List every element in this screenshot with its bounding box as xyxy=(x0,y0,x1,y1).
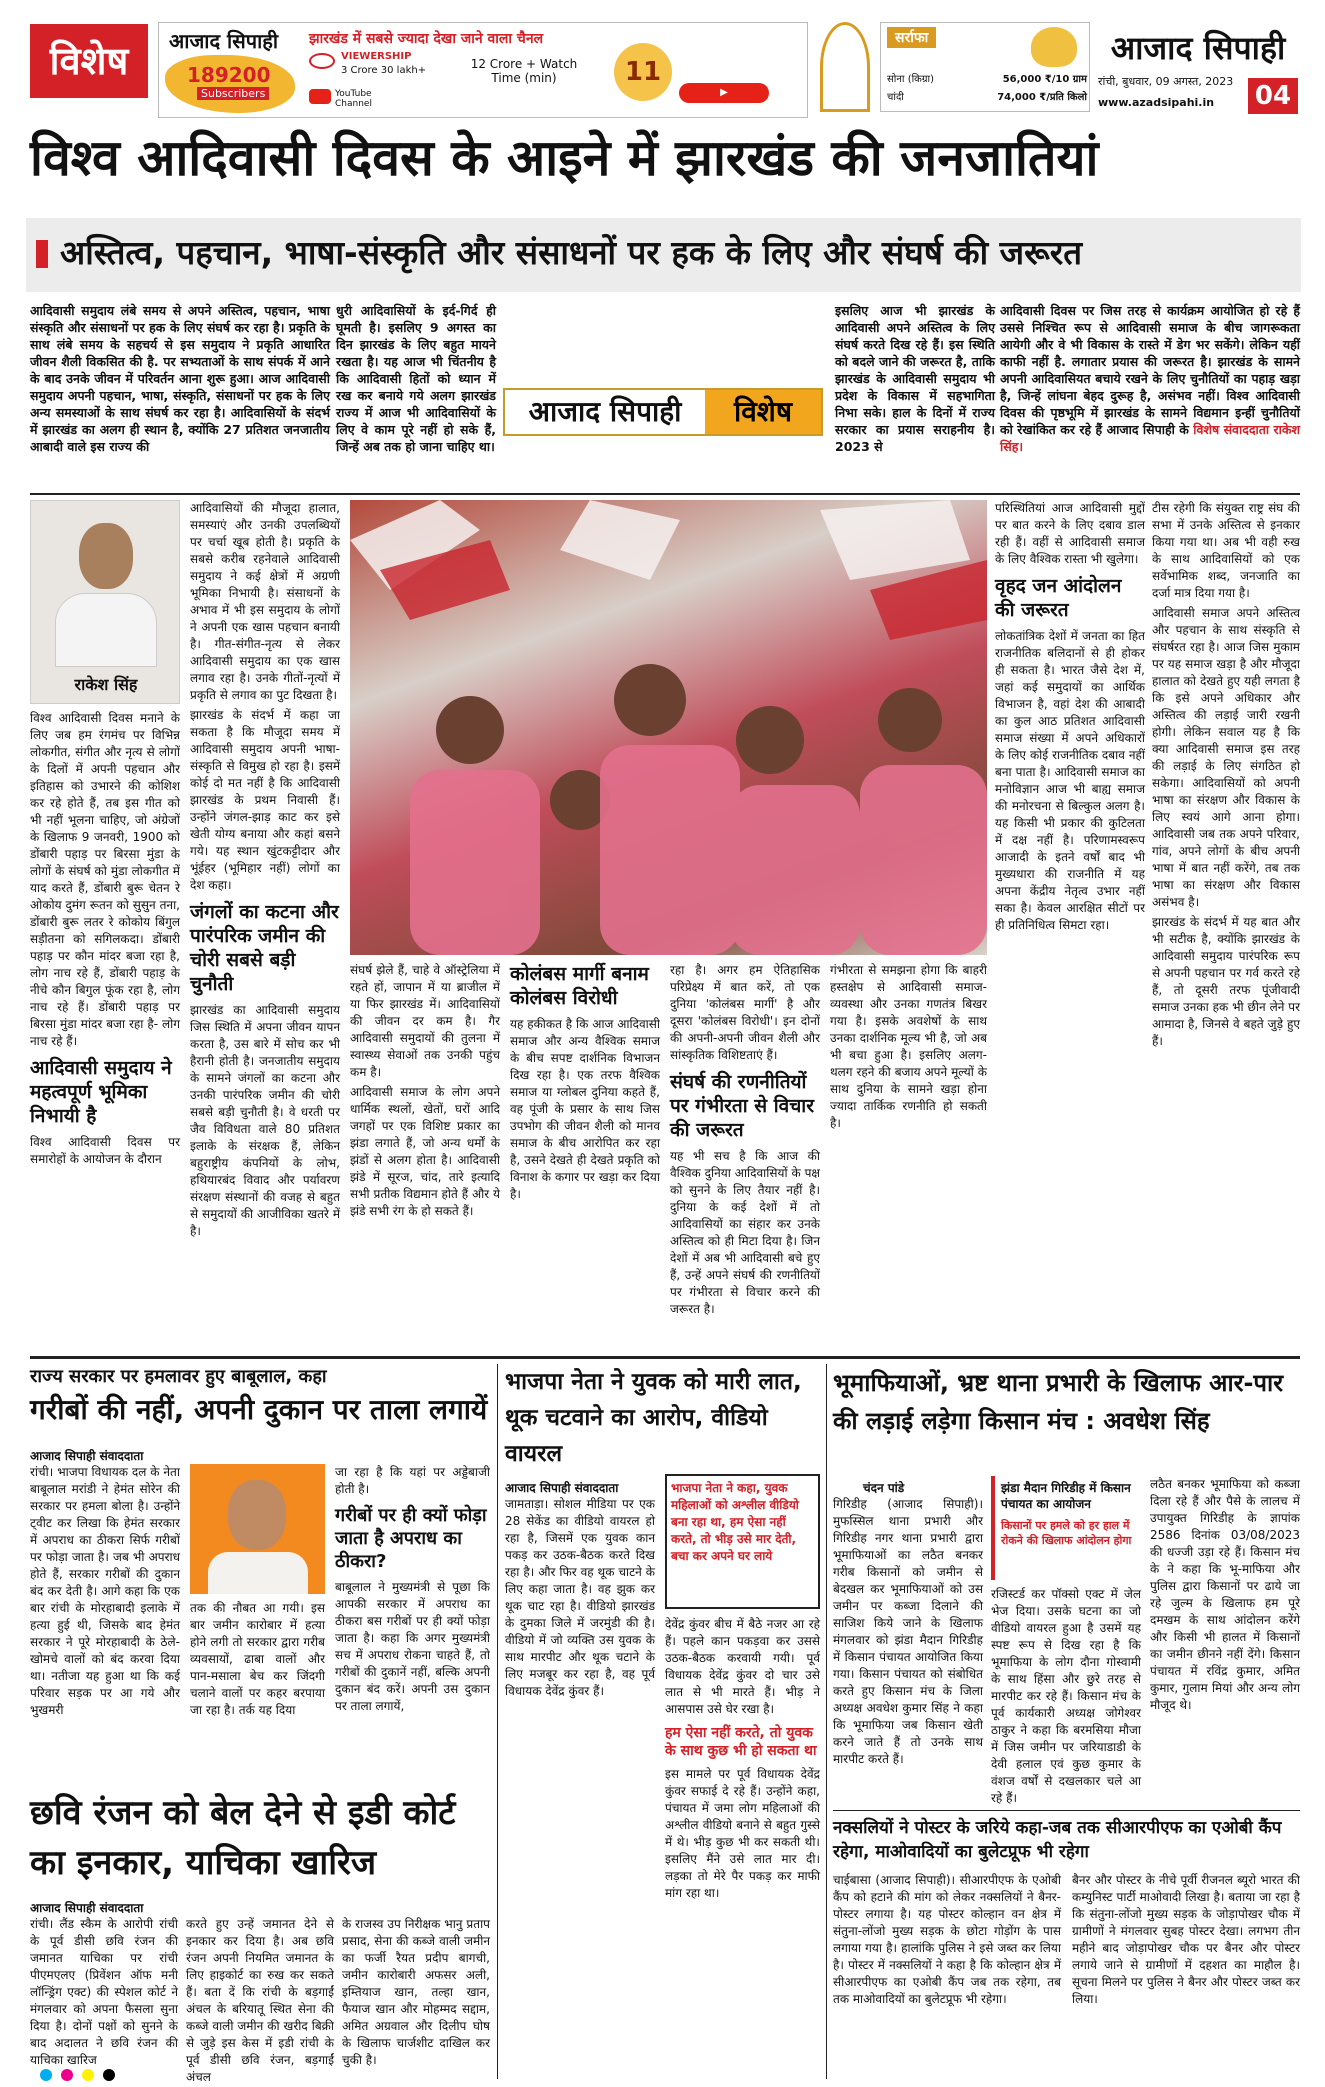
lead-intro-2: धुरी आदिवासियों के इर्द-गिर्द ही घूमती है। इसलिए 9 अगस्त का दिन झारखंड के लिए बहुत मायने रखता है। यह आज भी चिंतनीय है कि आदिवासी हितों को ध्यान में रख कर बनाये गये अलग झारखंड राज्य में आज भी आदिवासियों के लिए वे काम पूरे नहीं हो सके हैं, जिन्हें अब तक हो जाना चाहिए था। xyxy=(336,303,496,454)
youtube-icon xyxy=(309,89,331,104)
section-rule xyxy=(30,1356,1300,1359)
subscribers-label: Subscribers xyxy=(197,87,269,100)
author-caption: राकेश सिंह xyxy=(74,675,138,694)
col-a: विश्व आदिवासी दिवस मनाने के लिए जब हम रंगमंच पर विभिन्न लोकगीत, संगीत और नृत्य से लोगों के दिलों में अपनी पहचान और इतिहास को उभारने की कोशिश कर रहे होते हैं, तब इस गीत को भी नहीं भूलना चाहिए, जो अंग्रेजों के खिलाफ 9 जनवरी, 1900 को डोंबारी पहाड़ पर बिरसा मुंडा के लोगों के संघर्ष को मुंडा लोकगीत में याद करते हैं, डोंबारी बुरू चेतन रे ओकोय दुमंग रूतन को सुसुन तना, डोंबारी बुरू लतर रे कोकोय बिंगुल सड़ीतना को सगिलकदा। डोंबारी पहाड़ पर कौन मांदर बजा रहा है, लोग नाच रहे हैं, डोंबारी पहाड़ के नीचे कौन बिगुल फूंक रहा है, लोग नाच रहे हैं। डोंबारी पहाड़ पर बिरसा मुंडा मांदर बजा रहा है- लोग नाच रहे हैं। आदिवासी समुदाय ने महत्वपूर्ण भूमिका निभायी है विश्व आदिवासी दिवस पर समारोहों के आयोजन के दौरान xyxy=(30,711,180,1166)
intro4-text: आदिवासी दिवस पर जिस तरह से कार्यक्रम आयोजित हो रहे हैं उससे निश्चित रूप से आदिवासी समाज के बीच जागरूकता आयेगी और वे भी विकास के रास्ते में डेग भर सकेंगे। लेकिन यहीं काफी नहीं है. लगातार प्रयास की जरूरत है। झारखंड के सामने अपनी आदिवासियत बचाये रखने के लिए चुनौतियों का पहाड़ खड़ा है, जिन्हें लांघना बेहद दुरूह है, असंभव नहीं। विश्व आदिवासी दिवस की पृष्ठभूमि में झारखंड के सामने विद्यमान इन्हीं चुनौतियों को रेखांकित कर रहे हैं आजाद सिपाही के xyxy=(1000,303,1300,437)
col-e: परिस्थितियां आज आदिवासी मुद्दों पर बात करने के लिए दबाव डाल रही हैं। वहीं से आदिवासी समाज के लिए वैश्विक रास्ता भी खुलेगा। वृहद जन आंदोलन की जरूरत लोकतांत्रिक देशों में जनता का हित राजनीतिक बलिदानों से ही होकर ही सकता है। भारत जैसे देश में, जहां कई समुदायों का आर्थिक विभाजन है, वहां देश की आबादी का कुल आठ प्रतिशत आदिवासी समाज संख्या में अपने अधिकारों के लिए कोई राजनीतिक दबाव नहीं बना पाता है। आदिवासी समाज का मनोविज्ञान आज भी बाह्य समाज की मनोरचना से बिल्कुल अलग है। यह किसी भी प्रकार की कुटिलता में दक्ष नहीं है। परिणामस्वरूप आजादी के इतने वर्षों बाद भी मुख्यधारा की राजनीति में यह अपना केंद्रीय नेतृत्व उभार नहीं सका है। केवल आरक्षित सीटों पर ही प्रतिनिधित्व सिमटा रहा। xyxy=(995,501,1145,932)
lead-intro-3: इसलिए आज भी झारखंड के आदिवासी अपने अस्तित्व के लिए संघर्ष करते दिख रहे हैं। इस स्थिति को बदले जाने की जरूरत है, ताकि झारखंड के आदिवासी समुदाय भी प्रदेश के विकास में सहभागिता निभा सके। हाल के दिनों में राज्य सरकार का प्रयास सराहनीय है। 2023 से xyxy=(835,303,995,454)
vrule-1 xyxy=(497,1364,498,2079)
story4-byline: चंदन पांडे xyxy=(863,1481,905,1495)
sub-d: संघर्ष की रणनीतियों पर गंभीरता से विचार की जरूरत xyxy=(670,1071,814,1141)
deck-marker xyxy=(36,240,48,268)
subscribers-count: 189200 xyxy=(187,63,271,87)
lead-headline: विश्व आदिवासी दिवस के आइने में झारखंड की जनजातियां xyxy=(30,129,1099,187)
reg-mark-black xyxy=(103,2069,115,2081)
viewership-label: VIEWERSHIP xyxy=(341,51,412,62)
col-d: रहा है। अगर हम ऐतिहासिक परिप्रेक्ष्य में बात करें, तो एक दुनिया 'कोलंबस मार्गी' है और दूसरा 'कोलंबस विरोधी'। इन दोनों की अपनी-अपनी जीवन शैली और सांस्कृतिक विशिष्टताएं हैं। संघर्ष की रणनीतियों पर गंभीरता से विचार की जरूरत यह भी सच है कि आज की वैश्विक दुनिया आदिवासियों के पक्ष को सुनने के लिए तैयार नहीं है। दुनिया के कई देशों में तो आदिवासियों का संहार कर उनके अस्तित्व को ही मिटा दिया है। जिन देशों में अब भी आदिवासी बचे हुए हैं, उन्हें अपने संघर्ष की रणनीतियों पर गंभीरता से विचार करने की जरूरत है। xyxy=(670,963,820,1316)
sarafa-row-silver xyxy=(887,89,1087,103)
lead-deck-box xyxy=(26,218,1301,292)
lead-deck: अस्तित्व, पहचान, भाषा-संस्कृति और संसाधनों पर हक के लिए और संघर्ष की जरूरत xyxy=(60,233,1083,272)
story2-col2: करते हुए उन्हें जमानत देने से इनकार कर दिया है। अब छवि रंजन अपनी नियमित जमानत के लिए हाइकोर्ट का रुख कर सकते हैं। बता दें कि रांची के बड़गाईं अंचल के बरियातू स्थित सेना की कब्जे वाली जमीन की खरीद बिक्री से जुड़े इस केस में इडी रांची के पूर्व डीसी छवि रंजन, बड़गाईं अंचल xyxy=(186,1917,334,2084)
badge-right: विशेष xyxy=(705,390,821,434)
special-badge xyxy=(503,388,823,436)
author-body xyxy=(55,593,157,667)
sarafa-silver-value: 74,000 ₹/प्रति किलो xyxy=(997,92,1087,103)
story4-headline: भूमाफियाओं, भ्रष्ट थाना प्रभारी के खिलाफ आर-पार की लड़ाई लड़ेगा किसान मंच : अवधेश सिंह xyxy=(833,1369,1284,1435)
protest-photo xyxy=(350,500,987,955)
pen-logo xyxy=(820,22,870,112)
story5-col2: बैनर और पोस्टर के नीचे पूर्वी रीजनल ब्यूरो भारत की कम्युनिस्ट पार्टी माओवादी लिखा है। बताया जा रहा है कि संतुना-लोंजो मुख्य सड़क के जोड़ापोखर चौक में ग्रामीणों ने मंगलवार सुबह पोस्टर देखा। लगभग तीन महीने बाद जोड़ापोखर चौक पर बैनर और पोस्टर लगाये जाने से ग्रामीणों में दहशत का माहौल है। सूचना मिलने पर पुलिस ने बैनर और पोस्टर जब्त कर लिया। xyxy=(1072,1873,1300,2006)
reg-mark-cyan xyxy=(40,2069,52,2081)
subscribe-button[interactable]: ▶ xyxy=(679,83,769,103)
sarafa-gold-label: सोना xyxy=(887,74,905,85)
eye-icon xyxy=(309,53,335,69)
lead-rule xyxy=(30,493,1300,495)
story1-photo xyxy=(190,1464,325,1594)
registration-marks xyxy=(40,2066,240,2080)
author-head xyxy=(79,523,133,589)
story3-quote: भाजपा नेता ने कहा, युवक महिलाओं को अश्लील वीडियो बना रहा था, हम ऐसा नहीं करते, तो भीड़ उसे मार देती, बचा कर अपने घर लाये xyxy=(671,1481,799,1563)
story5 xyxy=(833,1816,1300,2078)
story3-byline: आजाद सिपाही संवाददाता xyxy=(505,1481,619,1495)
brand-small: आजाद सिपाही xyxy=(169,29,279,53)
reg-mark-magenta xyxy=(61,2069,73,2081)
story2-headline: छवि रंजन को बेल देने से इडी कोर्ट का इनकार, याचिका खारिज xyxy=(30,1793,456,1883)
vrule-2 xyxy=(826,1364,827,2079)
story4-col2: रजिस्टर्ड कर पॉक्सो एक्ट में जेल भेज दिया। उसके घटना का जो वीडियो वायरल हुआ है उसमें यह स्पष्ट रूप से दिख रहा है कि भूमाफिया के लोग दौना गोस्वामी के साथ हिंसा और छुरे तरह से मारपीट कर रहे हैं। किसान मंच के पूर्व कार्यकारी अध्यक्ष जोगेश्वर ठाकुर ने कहा कि बरमसिया मौजा में जिस जमीन पर जरियाडाडी के देवी हलाल एवं कुछ कुमार के वंशज वर्षों से दखलकार चले आ रहे हैं। xyxy=(991,1587,1141,1805)
anniversary-badge: 11 xyxy=(614,43,672,101)
story3-col1: जामताड़ा। सोशल मीडिया पर एक 28 सेकेंड का वीडियो वायरल हो रहा है, जिसमें एक युवक कान पकड़ कर उठक-बैठक करते दिख रहा है। और फिर वह थूक चाटने के लिए कहा जाता है। वह झुक कर थूक चाट रहा है। वीडियो झारखंड के दुमका जिले में जरमुंडी की है। वीडियो में जो व्यक्ति उस युवक के साथ मारपीट और थूक चटाने के लिए मजबूर कर रहा है, वह पूर्व विधायक देवेंद्र कुंवर हैं। xyxy=(505,1497,655,1698)
story4-box-sub: किसानों पर हमले को हर हाल में रोकने की खिलाफ आंदोलन होगा xyxy=(1001,1519,1132,1547)
story1 xyxy=(30,1364,490,1774)
sarafa-row-gold xyxy=(887,71,1087,85)
reg-mark-yellow xyxy=(82,2069,94,2081)
section-label: विशेष xyxy=(30,24,148,98)
story3-headline: भाजपा नेता ने युवक को मारी लात, थूक चटवाने का आरोप, वीडियो वायरल xyxy=(505,1369,802,1467)
gold-bag-icon xyxy=(1031,27,1077,67)
story1-photo-body xyxy=(208,1552,308,1594)
col-e3: गंभीरता से समझना होगा कि बाहरी हस्तक्षेप से आदिवासी समाज-व्यवस्था और उनका गणतंत्र बिखर गया है। इसके अवशेषों के साथ उनका दार्शनिक मूल्य भी है, जो अब भी बचा हुआ है। इसलिए अलग-थलग रहने की बजाय अपने मूल्यों के साथ दुनिया के सामने खड़ा होना ज्यादा तार्किक रणनीति हो सकती है। xyxy=(830,963,987,1130)
story2-byline: आजाद सिपाही संवाददाता xyxy=(30,1901,144,1915)
story3-col2: देवेंद्र कुंवर बीच में बैठे नजर आ रहे हैं। पहले कान पकड़वा कर उससे उठक-बैठक करवायी गयी। पूर्व विधायक देवेंद्र कुंवर दो चार उसे लात से भी मारते हैं। भीड़ ने आसपास उसे घेर रखा है। हम ऐसा नहीं करते, तो युवक के साथ कुछ भी हो सकता था इस मामले पर पूर्व विधायक देवेंद्र कुंवर सफाई दे रहे हैं। उन्होंने कहा, पंचायत में जमा लोग महिलाओं की अश्लील वीडियो बनाने से बहुत गुस्से में थे। भीड़ कुछ भी कर सकती थी। इसलिए मैंने उसे लात मार दी। लड़का तो मेरे पैर पकड़ कर माफी मांग रहा था। xyxy=(665,1617,820,1900)
channel-promo xyxy=(158,22,808,118)
story1-col2: तक की नौबत आ गयी। इस बार जमीन कारोबार में हत्या होने लगी तो सरकार द्वारा गरीब व्यवसायों, ढाबा वालों और पान-मसाला बेच कर जिंदगी चलाने वालों पर कहर बरपाया जा रहा है। तर्क यह दिया xyxy=(190,1601,325,1717)
viewership-value: 3 Crore 30 lakh+ xyxy=(341,65,427,76)
story2-col3: के राजस्व उप निरीक्षक भानु प्रताप प्रसाद, सेना की कब्जे वाली जमीन का फर्जी रैयत प्रदीप बागची, जमीन कारोबारी अफसर अली, इम्तियाज खान, तल्हा खान, फैयाज खान और मोहम्मद सद्दाम, अमित अग्रवाल और दिलीप घोष के खिलाफ चार्जशीट दाखिल कर चुकी है। xyxy=(342,1917,490,2067)
author-photo xyxy=(30,500,180,704)
youtube-label: YouTube Channel xyxy=(335,89,372,109)
photo-illustration xyxy=(350,500,987,955)
story5-col1: चाईबासा (आजाद सिपाही)। सीआरपीएफ के एओबी कैंप को हटाने की मांग को लेकर नक्सलियों ने बैनर-पोस्टर लगाया है। यह पोस्टर कोल्हान वन क्षेत्र में संतुना-लोंजो मुख्य सड़क के छोटा गोड़ोंग के पास लगाया गया है। हालांकि पुलिस ने इसे जब्त कर लिया है। पोस्टर में नक्सलियों ने कहा है कि कोल्हान क्षेत्र में सीआरपीएफ का एओबी कैंप जब तक रहेगा, तब तक माओवादियों का बुलेटप्रूफ भी रहेगा। xyxy=(833,1873,1061,2006)
page-number: 04 xyxy=(1248,78,1298,114)
story4-box-title: झंडा मैदान गिरिडीह में किसान पंचायत का आयोजन xyxy=(1001,1481,1131,1511)
story1-photo-head xyxy=(228,1480,286,1550)
col-c: संघर्ष झेले हैं, चाहे वे ऑस्ट्रेलिया में रहते हों, जापान में या ब्राजील में या फिर झारखंड में। आदिवासियों की जीवन दर कम है। गैर आदिवासी समुदायों की तुलना में स्वास्थ्य सेवाओं तक उनकी पहुंच कम है। आदिवासी समाज के लोग अपने धार्मिक स्थलों, खेतों, घरों आदि जगहों पर एक विशिष्ट प्रकार का झंडा लगाते हैं, जो अन्य धर्मों के झंडों से अलग होता है। आदिवासी झंडे में सूरज, चांद, तारे इत्यादि सभी प्रतीक विद्यमान होते हैं और ये झंडे सभी रंग के हो सकते हैं। xyxy=(350,963,500,1218)
col-f: टीस रहेगी कि संयुक्त राष्ट्र संघ की सभा में उनके अस्तित्व से इनकार किया गया था। अब भी वही रुख के साथ आदिवासियों को एक सर्वेभामिक शब्द, जनजाति का दर्जा मात्र दिया गया है। आदिवासी समाज अपने अस्तित्व और पहचान के साथ संस्कृति से संघर्षरत रहा है। आज जिस मुकाम पर यह समाज खड़ा है और मौजूदा हालात को देखते हुए यही लगता है कि इसे अपने अधिकार और अस्तित्व की लड़ाई जारी रखनी होगी। लेकिन सवाल यह है कि क्या आदिवासी समाज इस तरह की लड़ाई के लिए संगठित हो सकेगा। आदिवासियों को अपनी भाषा का संरक्षण और विकास के लिए स्वयं आगे आना होगा। आदिवासी जब तक अपने परिवार, गांव, अपने लोगों के बीच अपनी भाषा में बात नहीं करेंगे, तब तक भाषा का संरक्षण और विकास असंभव है। झारखंड के संदर्भ में यह बात और भी सटीक है, क्योंकि झारखंड के आदिवासी समुदाय पारंपरिक रूप से अपनी पहचान पर गर्व करते रहे हैं, तो दूसरी तरफ पूंजीवादी समाज उनका हक भी छीन लेने पर आमादा है, जिनसे वे बहते जुड़े हुए हैं। xyxy=(1152,501,1300,1048)
story4-box xyxy=(991,1476,1141,1580)
sub-c: कोलंबस मार्गी बनाम कोलंबस विरोधी xyxy=(510,963,649,1009)
story2-col1: रांची। लैंड स्कैम के आरोपी रांची के पूर्व डीसी छवि रंजन की जमानत याचिका पर रांची पीएमएलए (प्रिवेंशन ऑफ मनी लॉन्ड्रिंग एक्ट) की स्पेशल कोर्ट ने मंगलवार को अपना फैसला सुना दिया है। दोनों पक्षों को सुनने के बाद अदालत ने छवि रंजन की याचिका खारिज xyxy=(30,1917,178,2067)
sarafa-title: सर्राफा xyxy=(887,27,936,48)
badge-left: आजाद सिपाही xyxy=(505,390,705,434)
site-url[interactable]: www.azadsipahi.in xyxy=(1098,96,1215,109)
dateline: रांची, बुधवार, 09 अगस्त, 2023 xyxy=(1098,75,1234,88)
intro4-byline: विशेष संवाददाता राकेश सिंह। xyxy=(1000,422,1300,454)
hrule-story5 xyxy=(833,1810,1300,1811)
story3-quote-box xyxy=(665,1474,820,1609)
masthead xyxy=(0,0,1325,120)
story1-col1: रांची। भाजपा विधायक दल के नेता बाबूलाल मरांडी ने हेमंत सोरेन की सरकार पर हमला बोला है। उन्होंने ट्वीट कर लिखा कि हेमंत सरकार में अपराध का ठीकरा सिर्फ गरीबों पर फोड़ा जाता है। जब भी अपराध होते हैं, सरकार गरीबों की दुकान बंद कर देती है। आगे कहा कि एक बार रांची के मोरहाबादी इलाके में हत्या हुई थी, जिसके बाद हेमंत सरकार ने पूरे मोरहाबादी के ठेले-खोमचे वालों को बंद करवा दिया था। नतीजा यह हुआ था कि कई परिवार सड़क पर आ गये और भुखमरी xyxy=(30,1465,180,1717)
lead-intro-4 xyxy=(1000,302,1300,492)
story1-byline: आजाद सिपाही संवाददाता xyxy=(30,1449,144,1463)
sarafa-box xyxy=(880,22,1090,112)
story1-col3: जा रहा है कि यहां पर अड्डेबाजी होती है। गरीबों पर ही क्यों फोड़ा जाता है अपराध का ठीकरा? बाबूलाल ने मुख्यमंत्री से पूछा कि आपकी सरकार में अपराध का ठीकरा बस गरीबों पर ही क्यों फोड़ा जाता है। कहा कि अगर मुख्यमंत्री सच में अपराध रोकना चाहते हैं, तो गरीबों की दुकानें नहीं, बल्कि अपनी दुकान बंद करें। अपनी उस दुकान पर ताला लगायें, xyxy=(335,1465,490,1713)
watch-time: 12 Crore + Watch Time (min) xyxy=(470,57,578,85)
sarafa-gold-unit: (किग्रा) xyxy=(907,74,934,85)
channel-tagline: झारखंड में सबसे ज्यादा देखा जाने वाला चैनल xyxy=(309,31,544,47)
story2 xyxy=(30,1788,490,2084)
story1-headline: गरीबों की नहीं, अपनी दुकान पर ताला लगायें xyxy=(30,1393,488,1426)
story1-kicker: राज्य सरकार पर हमलावर हुए बाबूलाल, कहा xyxy=(30,1366,327,1387)
sub-b: जंगलों का कटना और पारंपरिक जमीन की चोरी सबसे बड़ी चुनौती xyxy=(190,901,339,995)
col-b: आदिवासियों की मौजूदा हालात, समस्याएं और उनकी उपलब्धियों पर चर्चा खूब होती है। प्रकृति के सबसे करीब रहनेवाले आदिवासी समुदाय ने कई क्षेत्रों में अग्रणी भूमिका निभायी है। संसाधनों के अभाव में भी इस समुदाय के लोगों ने अपनी एक खास पहचान बनायी है। गीत-संगीत-नृत्य से लेकर आदिवासी समुदाय का एक खास लगाव रहा है। उनके गीतों-नृत्यों में प्रकृति से लगाव का पुट दिखता है। झारखंड के संदर्भ में कहा जा सकता है कि मौजूदा समय में आदिवासी समुदाय अपनी भाषा-संस्कृति से विमुख हो रहा है। इसमें कोई दो मत नहीं है कि आदिवासी झारखंड के प्रथम निवासी हैं। उन्होंने जंगल-झाड़ काट कर इसे खेती योग्य बनाया और कहां बसने गये। यह स्थान खुंटकट्टीदार और भूंईहर (भूमिहार नहीं) लोगों का देश कहा। जंगलों का कटना और पारंपरिक जमीन की चोरी सबसे बड़ी चुनौती झारखंड का आदिवासी समुदाय जिस स्थिति में अपना जीवन यापन करता है, उस बारे में सोच कर भी हैरानी होती है। जनजातीय समुदाय के सामने जंगलों का कटना और उनकी पारंपरिक जमीन की चोरी सबसे बड़ी चुनौती है। वे धरती पर जैव विविधता वाले 80 प्रतिशत इलाके के संरक्षक हैं, लेकिन बहुराष्ट्रीय कंपनियों के लोभ, हथियारबंद विवाद और पर्यावरण संरक्षण संस्थानों की वजह से बहुत से समुदायों की आजीविका खतरे में है। xyxy=(190,501,340,1238)
story3 xyxy=(505,1364,820,2079)
col-c2: कोलंबस मार्गी बनाम कोलंबस विरोधी यह हकीकत है कि आज आदिवासी समाज और अन्य वैश्विक समाज के बीच सपष्ट दार्शनिक विभाजन दिख रहा है। एक तरफ वैश्विक समाज या ग्लोबल दुनिया कहते हैं, वह पूंजी के प्रसार के साथ जिस उपभोग की जीवन शैली को मानव समाज के बीच आरोपित कर रहा है, उसने देखते ही देखते प्रकृति को विनाश के कगार पर खड़ा कर दिया है। xyxy=(510,963,660,1201)
story4-col3: लठैत बनकर भूमाफिया को कब्जा दिला रहे हैं और पैसे के लालच में उपायुक्त गिरिडीह के ज्ञापांक 2586 दिनांक 03/08/2023 की धज्जी उड़ा रहे हैं। किसान मंच के ने कहा कि भू-माफिया और पुलिस द्वारा किसानों पर ढाये जा रहे जुल्म के खिलाफ हम पूरे दमखम के साथ आंदोलन करेंगे और किसी भी हालत में किसानों का जमीन छीनने नहीं देंगे। किसान पंचायत में रविंद्र कुमार, अमित कुमार, गुलाम मियां और अन्य लोग मौजूद थे। xyxy=(1150,1477,1300,1712)
story4 xyxy=(833,1364,1300,1804)
sarafa-silver-label: चांदी xyxy=(887,92,904,103)
story3-subhead: हम ऐसा नहीं करते, तो युवक के साथ कुछ भी हो सकता था xyxy=(665,1725,817,1759)
sub-e: वृहद जन आंदोलन की जरूरत xyxy=(995,575,1122,621)
lead-intro-1: आदिवासी समुदाय लंबे समय से अपने अस्तित्व, पहचान, भाषा संस्कृति और संसाधनों पर हक के लिए संघर्ष कर रहा है। प्रकृति के साथ लंबे समय के सहचर्य से इस समुदाय ने प्रकृति आधारित जीवन शैली विकसित की है. पर सभ्यताओं के साथ संपर्क में आने के बाद उनके जीवन में परिवर्तन आना शुरू हुआ। आज आदिवासी समुदाय अपनी पहचान, भाषा, संस्कृति, संसाधनों पर हक के लिए अन्य समस्याओं के साथ संघर्ष कर रहा है। आदिवासियों के संदर्भ में झारखंड का अलग ही स्थान है, क्योंकि 27 प्रतिशत जनजातीय आबादी वाले इस राज्य की xyxy=(30,303,330,454)
story5-headline: नक्सलियों ने पोस्टर के जरिये कहा-जब तक सीआरपीएफ का एओबी कैंप रहेगा, माओवादियों का बुलेटप्रूफ भी रहेगा xyxy=(833,1818,1282,1862)
story4-col1: गिरिडीह (आजाद सिपाही)। मुफस्सिल थाना प्रभारी और गिरिडीह नगर थाना प्रभारी द्वारा भूमाफियाओं का लठैत बनकर गरीब किसानों को जमीन से बेदखल कर भूमाफियाओं को उस जमीन पर कब्जा दिलाने की साजिश किये जाने के खिलाफ मंगलवार को झंडा मैदान गिरिडीह में किसान पंचायत आयोजित किया गया। किसान पंचायत को संबोधित करते हुए किसान मंच के जिला अध्यक्ष अवधेश कुमार सिंह ने कहा कि भूमाफिया जब किसान खेती करने जाते हैं तो उनके साथ मारपीट करते हैं। xyxy=(833,1497,983,1766)
sarafa-gold-value: 56,000 ₹/10 ग्राम xyxy=(1002,74,1087,85)
story1-subhead: गरीबों पर ही क्यों फोड़ा जाता है अपराध का ठीकरा? xyxy=(335,1505,487,1572)
brand-name: आजाद सिपाही xyxy=(1110,29,1286,67)
sub-a: आदिवासी समुदाय ने महत्वपूर्ण भूमिका निभायी है xyxy=(30,1057,172,1127)
